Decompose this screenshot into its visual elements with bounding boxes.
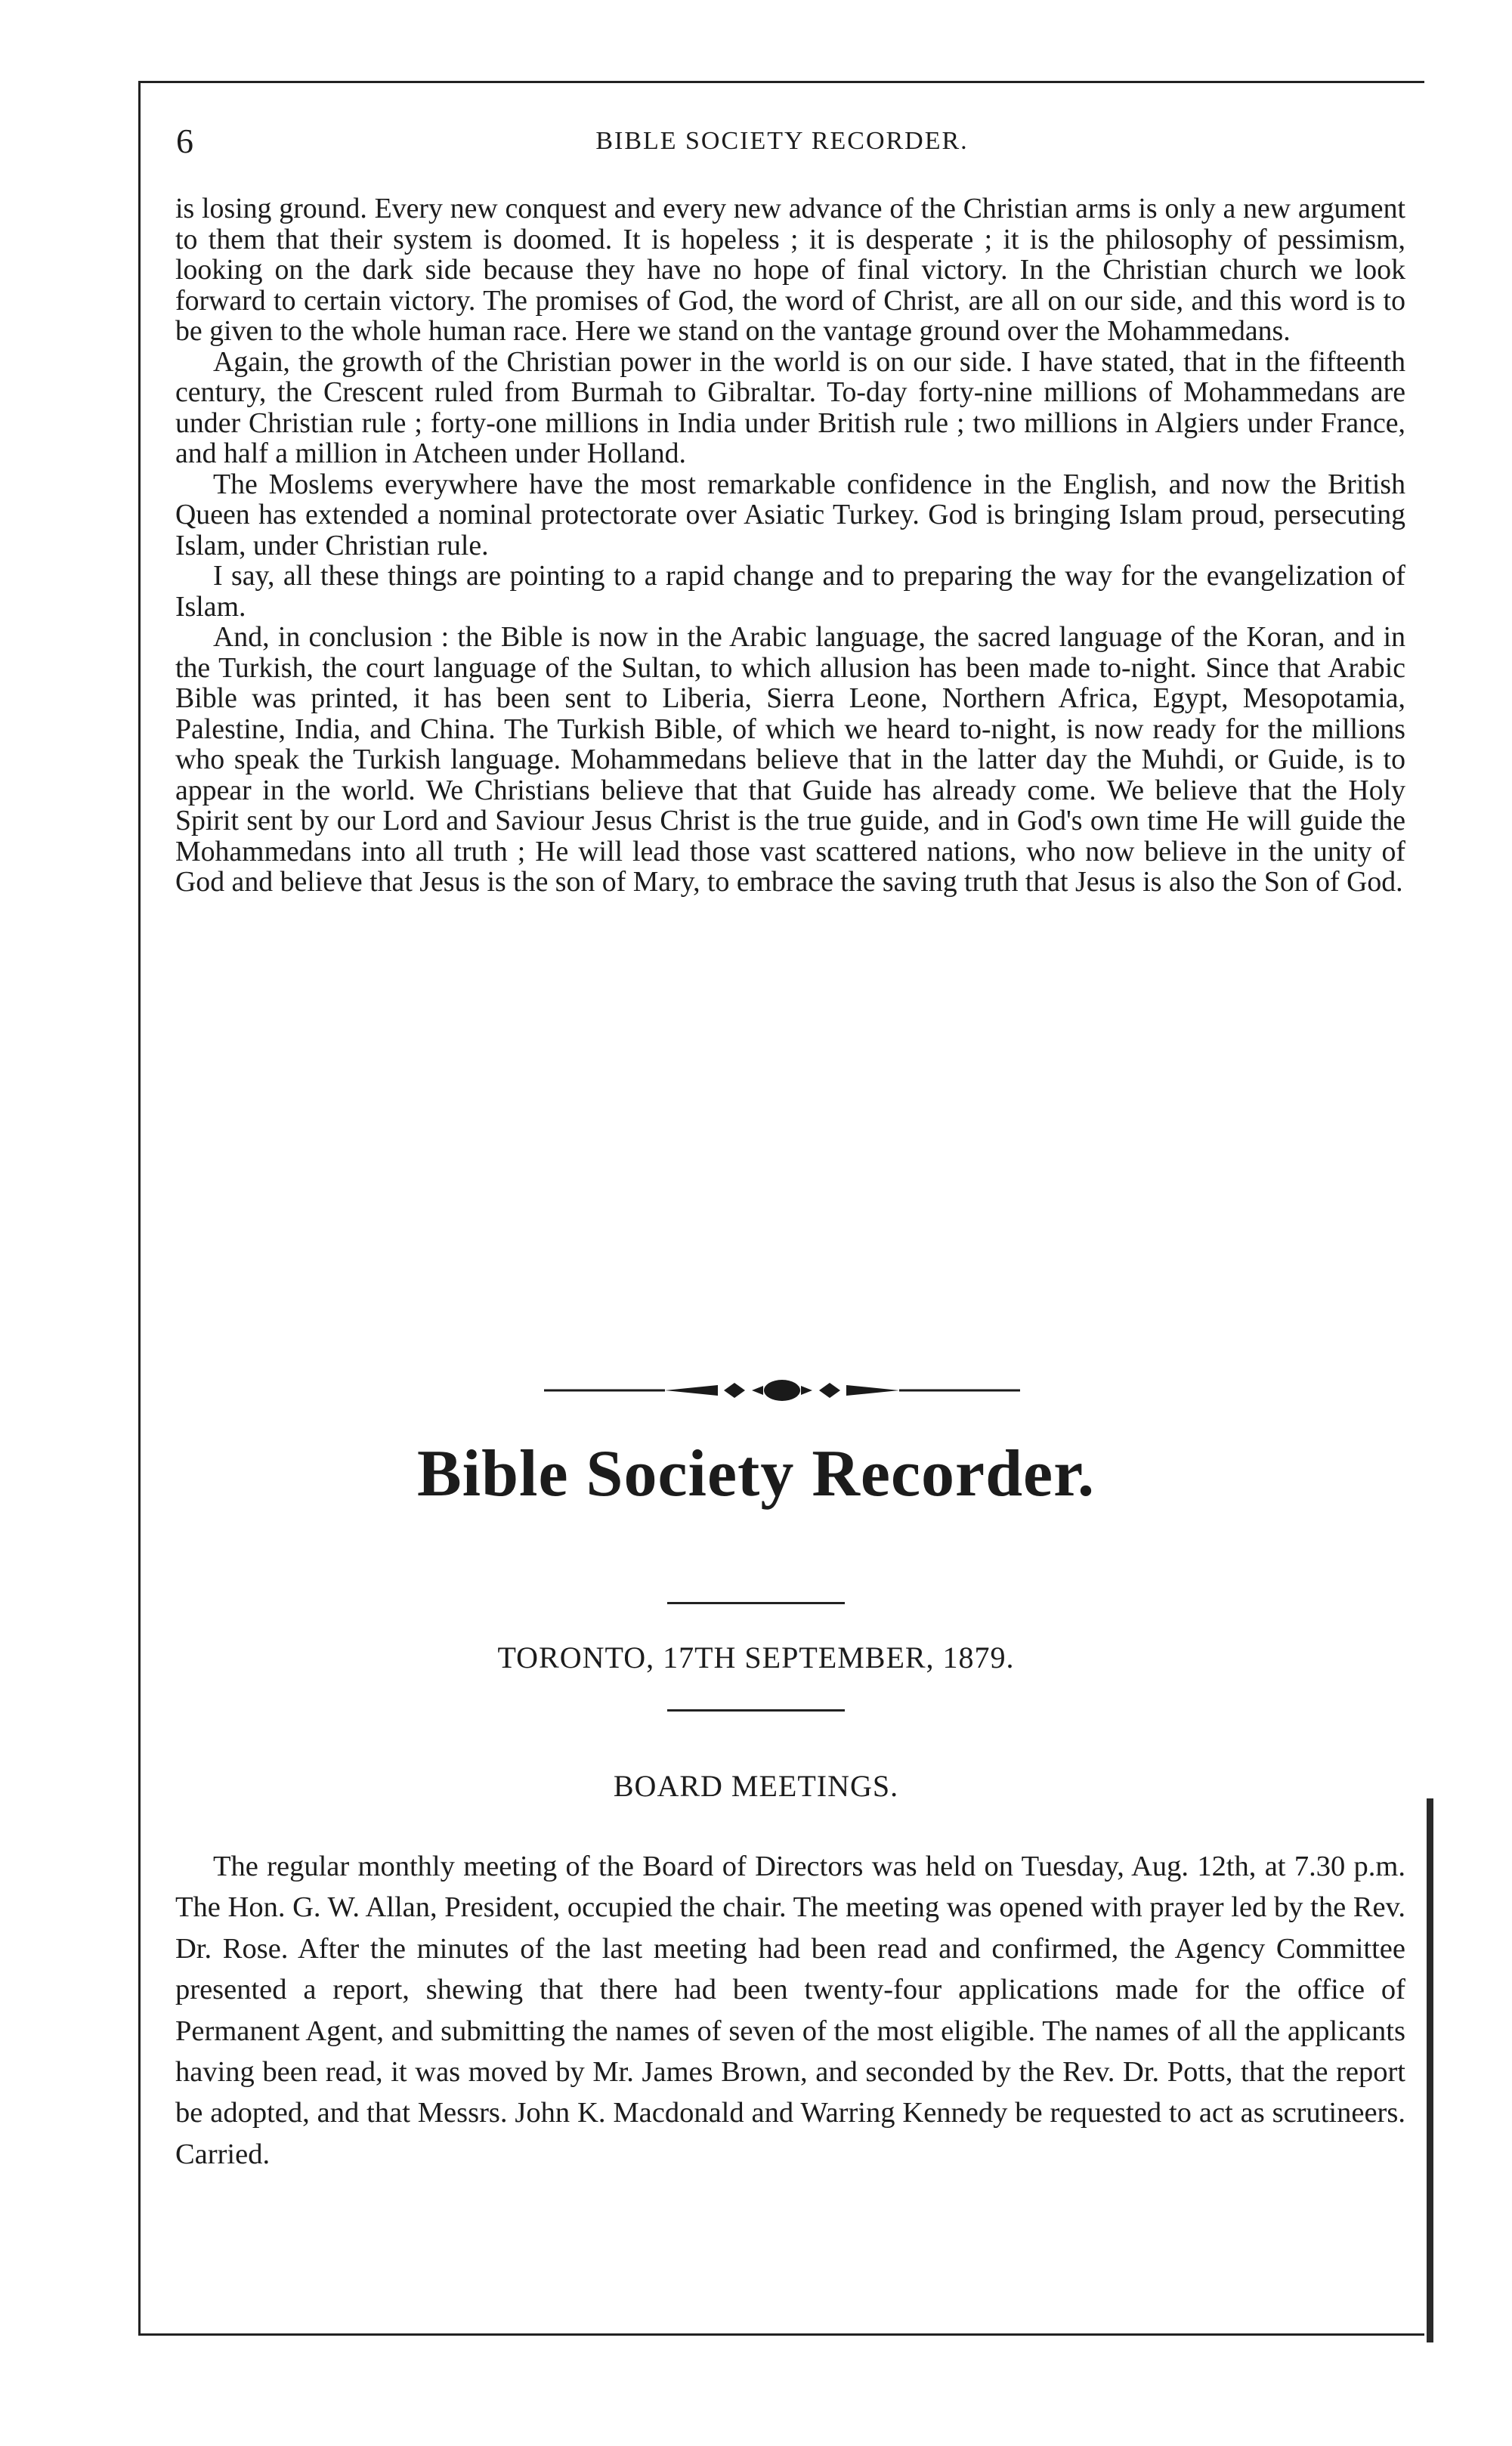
masthead-rule [667, 1602, 845, 1604]
binding-edge-shadow [1427, 1798, 1433, 2342]
body-paragraph: Again, the growth of the Christian power in the world is on our side. I have stated, that in the fifteenth century, the Crescent ruled from Burmah to Gibraltar. To-day forty-nine millions of Mohammedans are under Christian rule ; forty-one millions in India under British rule ; two millions in Algiers under France, and half a million in Atcheen under Holland. [175, 345, 1405, 469]
article-text [175, 1846, 1405, 2175]
dateline: TORONTO, 17TH SEPTEMBER, 1879. [497, 1640, 1015, 1674]
body-paragraph: is losing ground. Every new conquest and every new advance of the Christian arms is only a new argument to them that their system is doomed. It is hopeless ; it is desperate ; it is the philosophy of pessimism, looking on the dark side because they have no hope of final victory. In the Christian church we look forward to certain victory. The promises of God, the word of Christ, are all on our side, and this word is to be given to the whole human race. Here we stand on the vantage ground over the Mohammedans. [175, 193, 1405, 347]
page-border-bottom [138, 2333, 1424, 2336]
page-number: 6 [176, 122, 193, 160]
ornamental-divider [544, 1371, 1020, 1409]
section-title: BOARD MEETINGS. [613, 1769, 899, 1803]
masthead-title: Bible Society Recorder. [416, 1437, 1096, 1511]
body-text [175, 193, 1405, 898]
body-paragraph: And, in conclusion : the Bible is now in the Arabic language, the sacred language of the Koran, and in the Turkish, the court language of the Sultan, to which allusion has been made to-night. Since that Arabic Bible was printed, it has been sent to Liberia, Sierra Leone, Northern Africa, Egypt, Mesopotamia, Palestine, India, and China. The Turkish Bible, of which we heard to-night, is now ready for the millions who speak the Turkish language. Mohammedans believe that in the latter day the Muhdi, or Guide, is to appear in the world. We Christians believe that that Guide has already come. We believe that the Holy Spirit sent by our Lord and Saviour Jesus Christ is the true guide, and in God's own time He will guide the Mohammedans into all truth ; He will lead those vast scattered nations, who now believe in the unity of God and believe that Jesus is the son of Mary, to embrace the saving truth that Jesus is also the Son of God. [175, 621, 1405, 898]
page-border-left [138, 81, 141, 2333]
article-paragraph: The regular monthly meeting of the Board of Directors was held on Tuesday, Aug. 12th, at 7.30 p.m. The Hon. G. W. Allan, President, occupied the chair. The meeting was opened with prayer led by the Rev. Dr. Rose. After the minutes of the last meeting had been read and confirmed, the Agency Committee presented a report, shewing that there had been twenty-four applications made for the office of Permanent Agent, and submitting the names of seven of the most eligible. The names of all the applicants having been read, it was moved by Mr. James Brown, and seconded by the Rev. Dr. Potts, that the report be adopted, and that Messrs. John K. Macdonald and Warring Kennedy be requested to act as scrutineers. Carried. [175, 1851, 1405, 2170]
page-border-top [138, 81, 1424, 83]
body-paragraph: The Moslems everywhere have the most remarkable confidence in the English, and now the British Queen has extended a nominal protectorate over Asiatic Turkey. God is bringing Islam proud, persecuting Islam, under Christian rule. [175, 468, 1405, 561]
dateline-rule [667, 1709, 845, 1712]
body-paragraph: I say, all these things are pointing to a rapid change and to preparing the way for the evangelization of Islam. [175, 560, 1405, 623]
running-title: BIBLE SOCIETY RECORDER. [595, 127, 969, 155]
page-header [170, 121, 1394, 159]
